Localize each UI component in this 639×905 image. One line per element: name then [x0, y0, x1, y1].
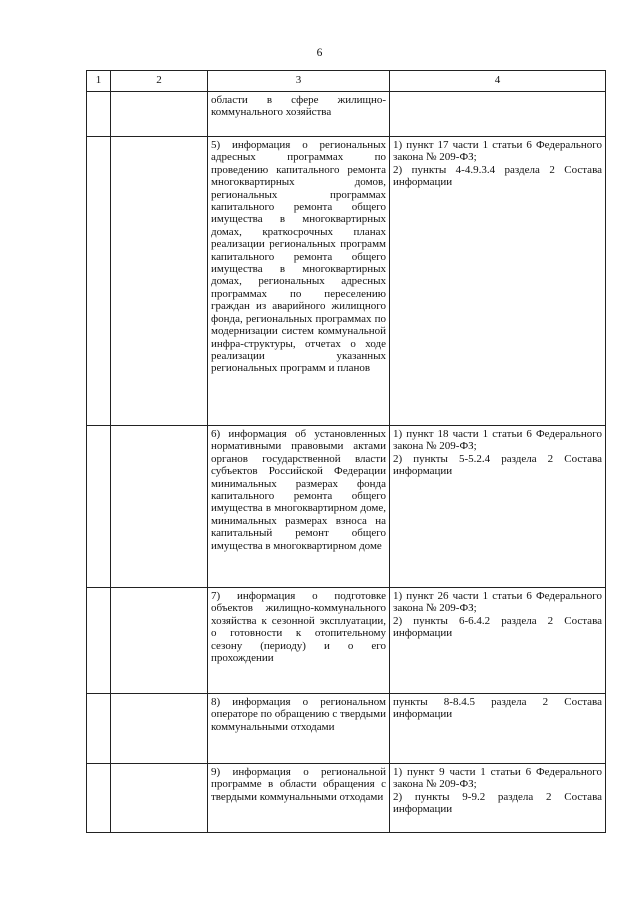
row-cell-col4: [390, 588, 606, 694]
header-cell-4: 4: [390, 71, 606, 92]
table-row: [87, 588, 606, 694]
cell-line: 2) пункты 6-6.4.2 раздела 2 Состава информации: [393, 614, 602, 640]
table-row: [87, 426, 606, 588]
row-cell-col4: [390, 694, 606, 764]
cell-line: 2) пункты 5-5.2.4 раздела 2 Состава информации: [393, 452, 602, 478]
row-cell-col2: [111, 694, 208, 764]
table-row: [87, 694, 606, 764]
header-cell-1: 1: [87, 71, 111, 92]
cell-line: 2) пункты 9-9.2 раздела 2 Состава информации: [393, 790, 602, 816]
cell-text: области в сфере жилищно-коммунального хозяйства: [211, 94, 386, 119]
row-cell-col3: [208, 694, 390, 764]
table-row: [87, 92, 606, 137]
cell-text: пункты 8-8.4.5 раздела 2 Состава информации: [393, 696, 602, 721]
cell-text: 8) информация о региональном операторе по обращению с твердыми коммунальными отходами: [211, 696, 387, 733]
row-cell-col3: [208, 426, 390, 588]
table-row: [87, 137, 606, 426]
row-cell-col1: [87, 694, 111, 764]
cell-line: 1) пункт 26 части 1 статьи 6 Федерального закона № 209-ФЗ;: [393, 590, 602, 615]
row-cell-col2: [111, 92, 208, 137]
row-cell-col1: [87, 764, 111, 833]
row-cell-col3: [208, 137, 390, 426]
row-cell-col4: [390, 92, 606, 137]
cell-text: [393, 590, 602, 640]
cell-text: [393, 766, 602, 816]
cell-text: [393, 428, 602, 478]
cell-line: 2) пункты 4-4.9.3.4 раздела 2 Состава информации: [393, 163, 602, 189]
header-cell-2: 2: [111, 71, 208, 92]
row-cell-col1: [87, 137, 111, 426]
header-cell-3: 3: [208, 71, 390, 92]
row-cell-col4: [390, 137, 606, 426]
row-cell-col2: [111, 764, 208, 833]
document-table: [86, 70, 606, 833]
row-cell-col2: [111, 137, 208, 426]
row-cell-col1: [87, 588, 111, 694]
cell-line: 1) пункт 17 части 1 статьи 6 Федерального закона № 209-ФЗ;: [393, 139, 602, 164]
table-row: [87, 764, 606, 833]
cell-text: 5) информация о региональных адресных программах по проведению капитального ремонта многоквартирных домов, региональных программах капитального ремонта общего имущества в многоквартирных домах, краткосрочных планах реализации региональных программ капитального ремонта общего имущества в многоквартирных домах, региональных адресных программах по переселению граждан из аварийного жилищного фонда, региональных программах по модернизации систем коммунальной инфра-структуры, отчетах о ходе реализации указанных региональных программ и планов: [211, 139, 386, 375]
cell-text: 9) информация о региональной программе в области обращения с твердыми коммунальными отходами: [211, 766, 386, 803]
cell-text: [393, 139, 602, 189]
row-cell-col1: [87, 426, 111, 588]
row-cell-col2: [111, 588, 208, 694]
row-cell-col2: [111, 426, 208, 588]
cell-line: 1) пункт 9 части 1 статьи 6 Федерального закона № 209-ФЗ;: [393, 766, 602, 791]
cell-line: 1) пункт 18 части 1 статьи 6 Федерального закона № 209-ФЗ;: [393, 428, 602, 453]
row-cell-col4: [390, 764, 606, 833]
row-cell-col3: [208, 764, 390, 833]
row-cell-col3: [208, 92, 390, 137]
row-cell-col4: [390, 426, 606, 588]
cell-text: 7) информация о подготовке объектов жилищно-коммунального хозяйства к сезонной эксплуатации, о готовности к отопительному сезону (периоду) и о его прохождении: [211, 590, 386, 665]
row-cell-col1: [87, 92, 111, 137]
row-cell-col3: [208, 588, 390, 694]
page-number: 6: [316, 47, 323, 59]
cell-text: 6) информация об установленных нормативными правовыми актами органов государственной власти субъектов Российской Федерации минимальных размерах фонда капитального ремонта общего имущества в многоквартирном доме, минимальных размерах взноса на капитальный ремонт общего имущества в многоквартирном доме: [211, 428, 386, 552]
table-header-row: [87, 71, 606, 92]
